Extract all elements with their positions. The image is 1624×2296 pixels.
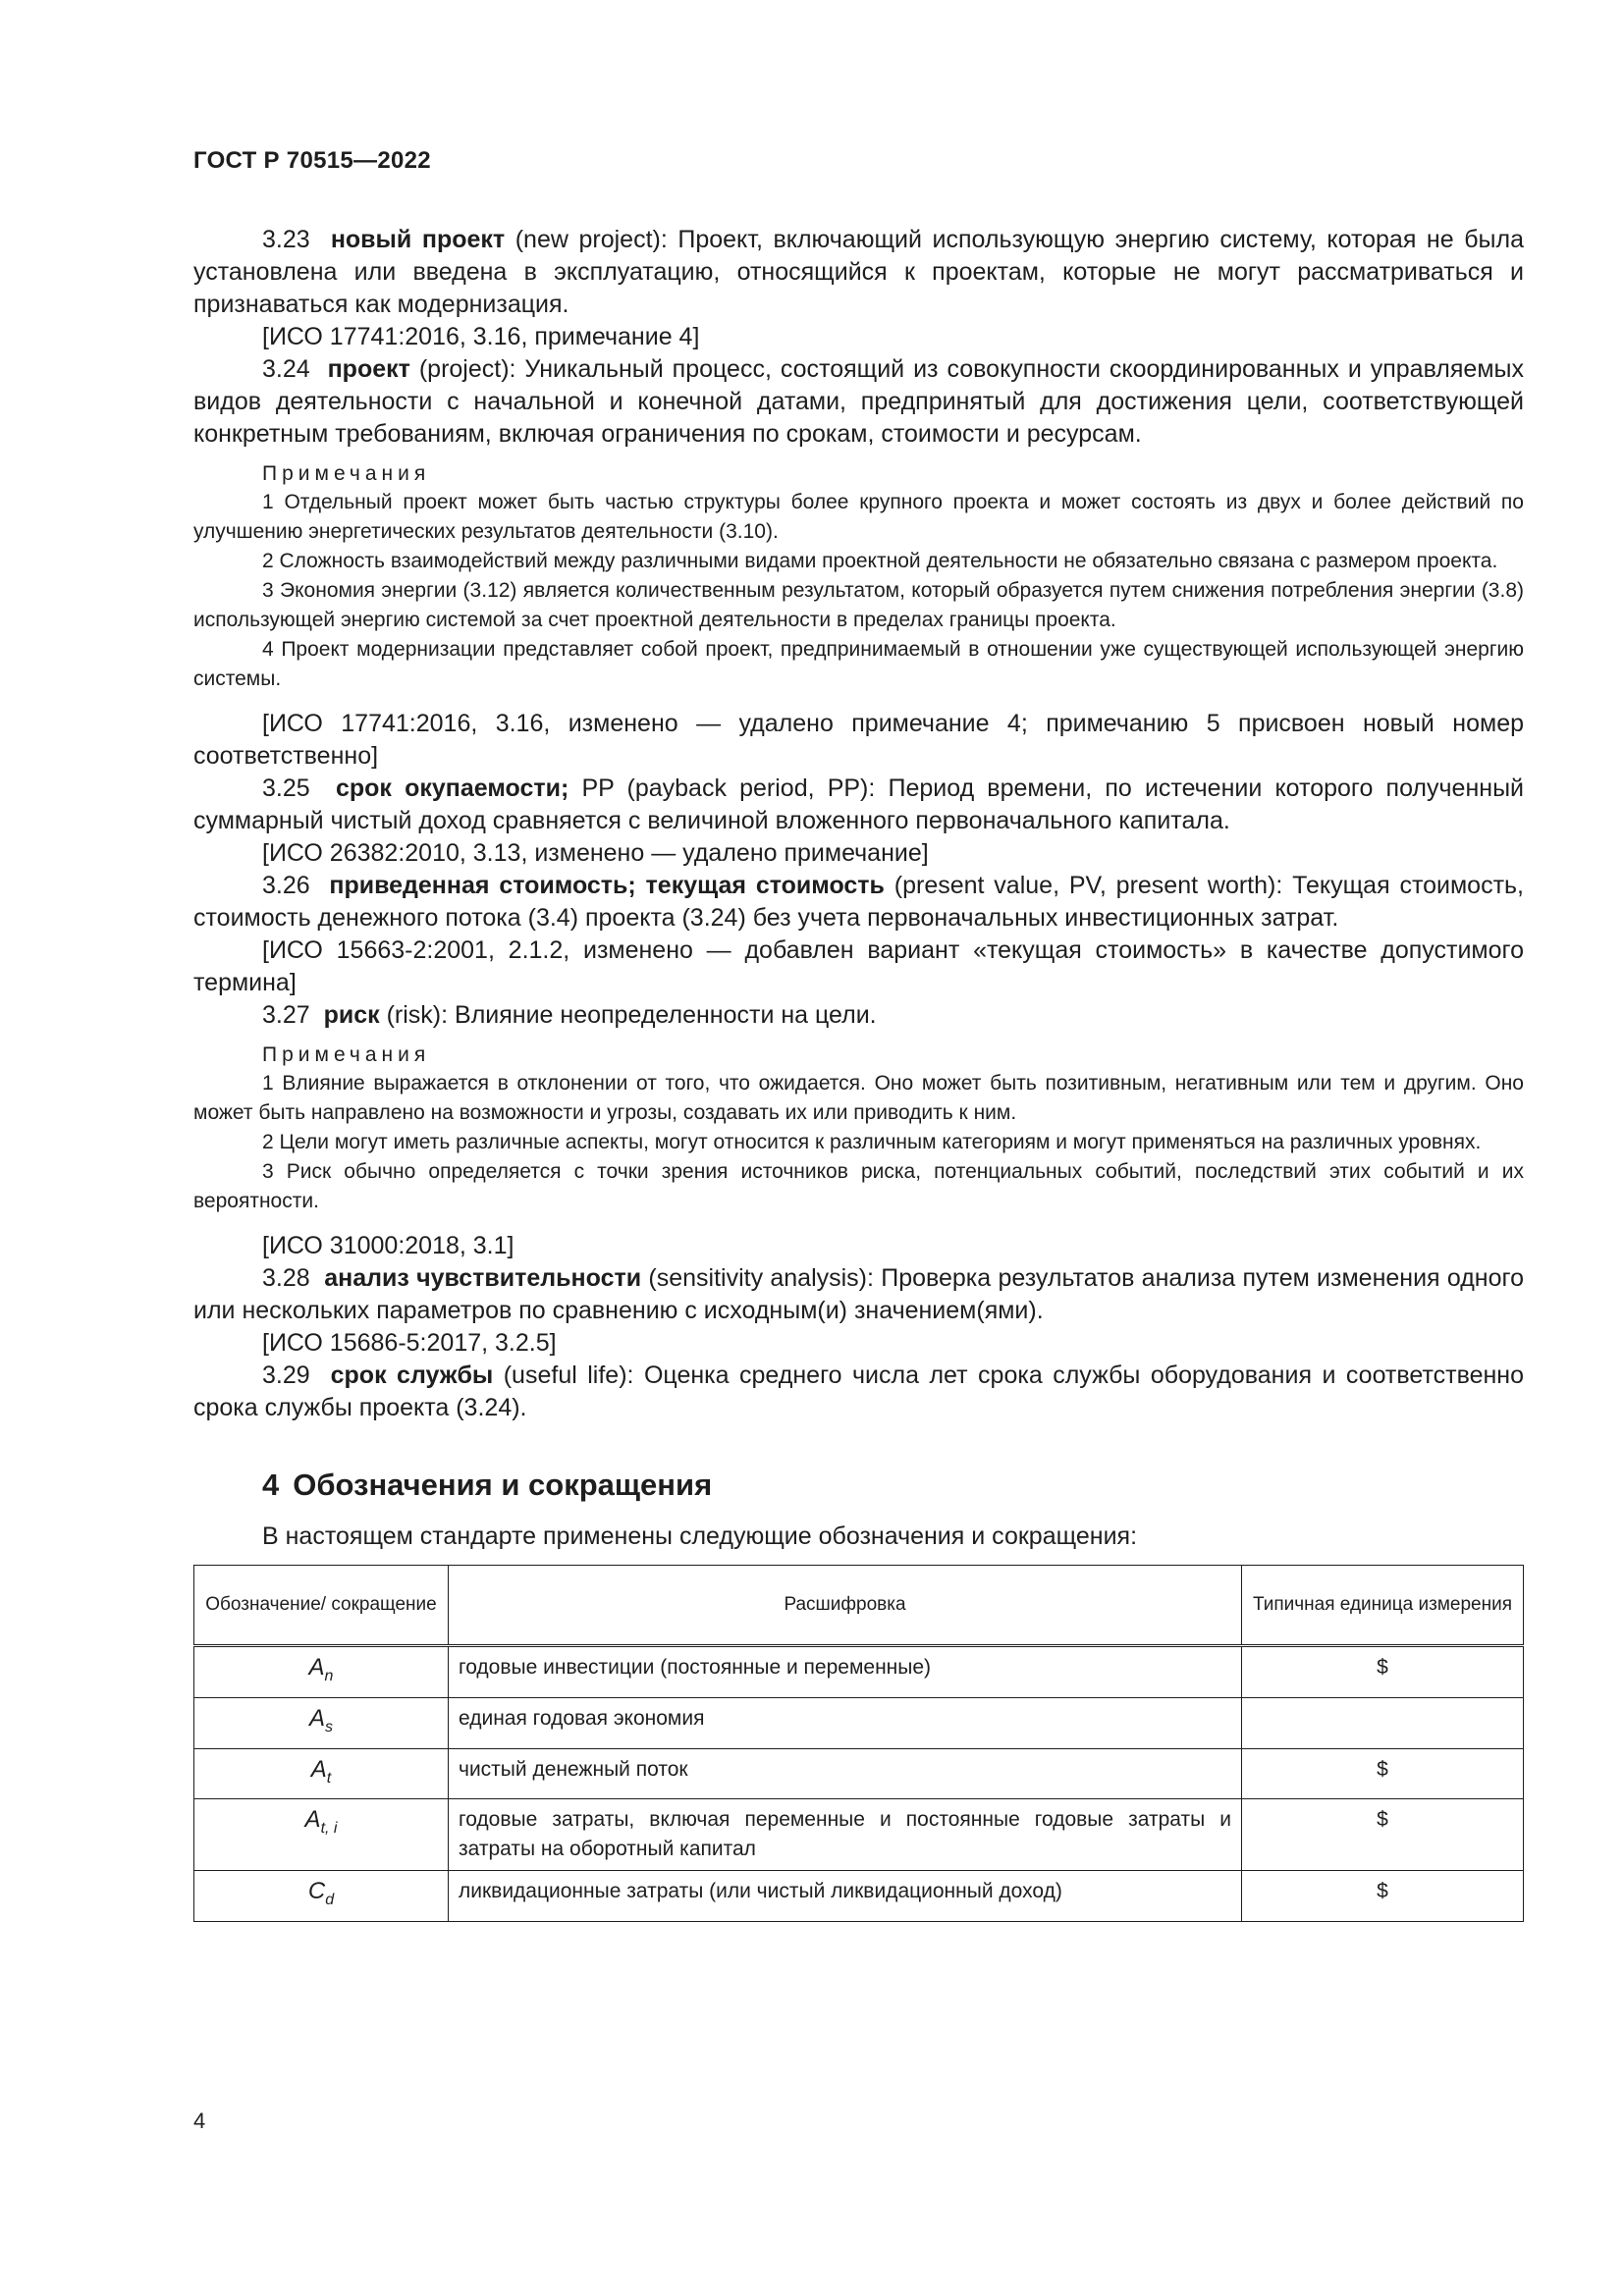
symbol-cell [194, 1871, 449, 1922]
term-3-24 [193, 353, 1524, 451]
term-definition: Проверка результатов анализа путем изменения одного или нескольких параметров по сравнению с исходным(и) значением(ями). [193, 1264, 1524, 1324]
symbol: A [310, 1755, 327, 1783]
term-number: 3.24 [262, 355, 310, 383]
term-name: проект [327, 355, 410, 383]
term-number: 3.29 [262, 1362, 310, 1389]
symbol-subscript: n [324, 1667, 334, 1684]
term-3-25 [193, 773, 1524, 837]
table-row [194, 1646, 1524, 1698]
term-number: 3.26 [262, 872, 310, 899]
unit-cell: $ [1242, 1646, 1524, 1698]
term-definition: Текущая стоимость, стоимость денежного потока (3.4) проекта (3.24) без учета первоначальных инвестиционных затрат. [193, 872, 1525, 932]
symbol-cell [194, 1799, 449, 1871]
section-heading [193, 1468, 1524, 1503]
term-name: срок службы [330, 1362, 494, 1389]
term-3-26 [193, 870, 1524, 934]
symbol: A [304, 1806, 321, 1834]
term-english: PP (payback period, PP): [581, 774, 876, 802]
term-definition: Влияние неопределенности на цели. [448, 1001, 877, 1029]
page-number: 4 [193, 2109, 206, 2133]
section-number: 4 [262, 1468, 280, 1502]
symbol-cell [194, 1697, 449, 1748]
note-item: 3 Экономия энергии (3.12) является количественным результатом, который образуется путем снижения потребления энергии (3.8) использующей энергию системой за счет проектной деятельности в пределах границы проекта. [193, 579, 1524, 631]
term-source: [ИСО 31000:2018, 3.1] [262, 1232, 514, 1259]
table-row [194, 1748, 1524, 1799]
symbol-subscript: t, i [320, 1820, 338, 1838]
unit-cell [1242, 1697, 1524, 1748]
description-cell: годовые инвестиции (постоянные и переменные) [449, 1646, 1242, 1698]
term-name: риск [323, 1001, 380, 1029]
term-definition: Период времени, по истечении которого полученный суммарный чистый доход сравняется с величиной вложенного первоначального капитала. [193, 774, 1524, 834]
note-item: 2 Сложность взаимодействий между различными видами проектной деятельности не обязательно связана с размером проекта. [262, 550, 1498, 572]
description-cell: годовые затраты, включая переменные и постоянные годовые затраты и затраты на оборотный капитал [449, 1799, 1242, 1871]
term-number: 3.28 [262, 1264, 310, 1292]
unit-cell: $ [1242, 1748, 1524, 1799]
symbol-cell [194, 1646, 449, 1698]
section-intro: В настоящем стандарте применены следующие обозначения и сокращения: [262, 1522, 1138, 1550]
notes-title: Примечания [262, 462, 431, 485]
table-row [194, 1799, 1524, 1871]
note-item: 1 Отдельный проект может быть частью структуры более крупного проекта и может состоять из двух и более действий по улучшению энергетических результатов деятельности (3.10). [193, 491, 1524, 543]
term-english: (sensitivity analysis): [648, 1264, 874, 1292]
notes-title: Примечания [262, 1043, 431, 1066]
symbol: C [307, 1878, 326, 1905]
term-english: (present value, PV, present worth): [893, 872, 1283, 899]
term-english: (useful life): [503, 1362, 634, 1389]
term-english: (new project): [514, 226, 668, 253]
term-definition: Оценка среднего числа лет срока службы оборудования и соответственно срока службы проекта (3.24). [193, 1362, 1524, 1421]
table-row [194, 1871, 1524, 1922]
header-unit: Типичная единица измерения [1242, 1566, 1524, 1646]
symbol-cell [194, 1748, 449, 1799]
symbols-table [193, 1565, 1524, 1922]
unit-cell: $ [1242, 1871, 1524, 1922]
term-name: срок окупаемости; [335, 774, 569, 802]
term-name: приведенная стоимость; текущая стоимость [329, 872, 885, 899]
document-code: ГОСТ Р 70515—2022 [193, 147, 431, 174]
table-row [194, 1697, 1524, 1748]
description-cell: единая годовая экономия [449, 1697, 1242, 1748]
term-english: (project): [418, 355, 516, 383]
term-3-29 [193, 1360, 1524, 1424]
header-symbol: Обозначение/ сокращение [194, 1566, 449, 1646]
term-source: [ИСО 17741:2016, 3.16, примечание 4] [262, 323, 700, 350]
note-item: 4 Проект модернизации представляет собой проект, предпринимаемый в отношении уже существующей использующей энергию системы. [193, 638, 1524, 690]
term-number: 3.27 [262, 1001, 310, 1029]
description-cell: чистый денежный поток [449, 1748, 1242, 1799]
unit-cell: $ [1242, 1799, 1524, 1871]
term-3-23 [193, 224, 1524, 321]
term-number: 3.25 [262, 774, 310, 802]
section-title: Обозначения и сокращения [293, 1468, 713, 1502]
term-source: [ИСО 26382:2010, 3.13, изменено — удалено примечание] [262, 839, 929, 867]
document-body [193, 224, 1524, 1922]
term-3-27 [193, 999, 1524, 1032]
table-header-row [194, 1566, 1524, 1646]
symbol-subscript: s [325, 1718, 333, 1735]
note-item: 3 Риск обычно определяется с точки зрения источников риска, потенциальных событий, последствий этих событий и их вероятности. [193, 1160, 1524, 1212]
term-source: [ИСО 17741:2016, 3.16, изменено — удалено примечание 4; примечанию 5 присвоен новый номер соответственно] [193, 710, 1524, 770]
symbol: A [308, 1654, 325, 1681]
term-name: новый проект [330, 226, 506, 253]
symbol-subscript: d [325, 1892, 335, 1909]
term-definition: Проект, включающий использующую энергию систему, которая не была установлена или введена в эксплуатацию, относящийся к проектам, которые не могут рассматриваться и признаваться как модернизация. [193, 226, 1524, 318]
term-name: анализ чувствительности [324, 1264, 642, 1292]
term-3-28 [193, 1262, 1524, 1327]
term-number: 3.23 [262, 226, 310, 253]
term-definition: Уникальный процесс, состоящий из совокупности скоординированных и управляемых видов деятельности с начальной и конечной датами, предпринятый для достижения цели, соответствующей конкретным требованиям, включая ограничения по срокам, стоимости и ресурсам. [193, 355, 1524, 448]
header-description: Расшифровка [449, 1566, 1242, 1646]
symbol-subscript: t [326, 1769, 332, 1787]
note-item: 2 Цели могут иметь различные аспекты, могут относится к различным категориям и могут применяться на различных уровнях. [262, 1131, 1482, 1153]
description-cell: ликвидационные затраты (или чистый ликвидационный доход) [449, 1871, 1242, 1922]
term-source: [ИСО 15686-5:2017, 3.2.5] [262, 1329, 557, 1357]
term-source: [ИСО 15663-2:2001, 2.1.2, изменено — добавлен вариант «текущая стоимость» в качестве допустимого термина] [193, 936, 1524, 996]
term-english: (risk): [386, 1001, 449, 1029]
note-item: 1 Влияние выражается в отклонении от того, что ожидается. Оно может быть позитивным, негативным или тем и другим. Оно может быть направлено на возможности и угрозы, создавать их или приводить к ним. [193, 1072, 1524, 1124]
symbol: A [308, 1704, 325, 1732]
